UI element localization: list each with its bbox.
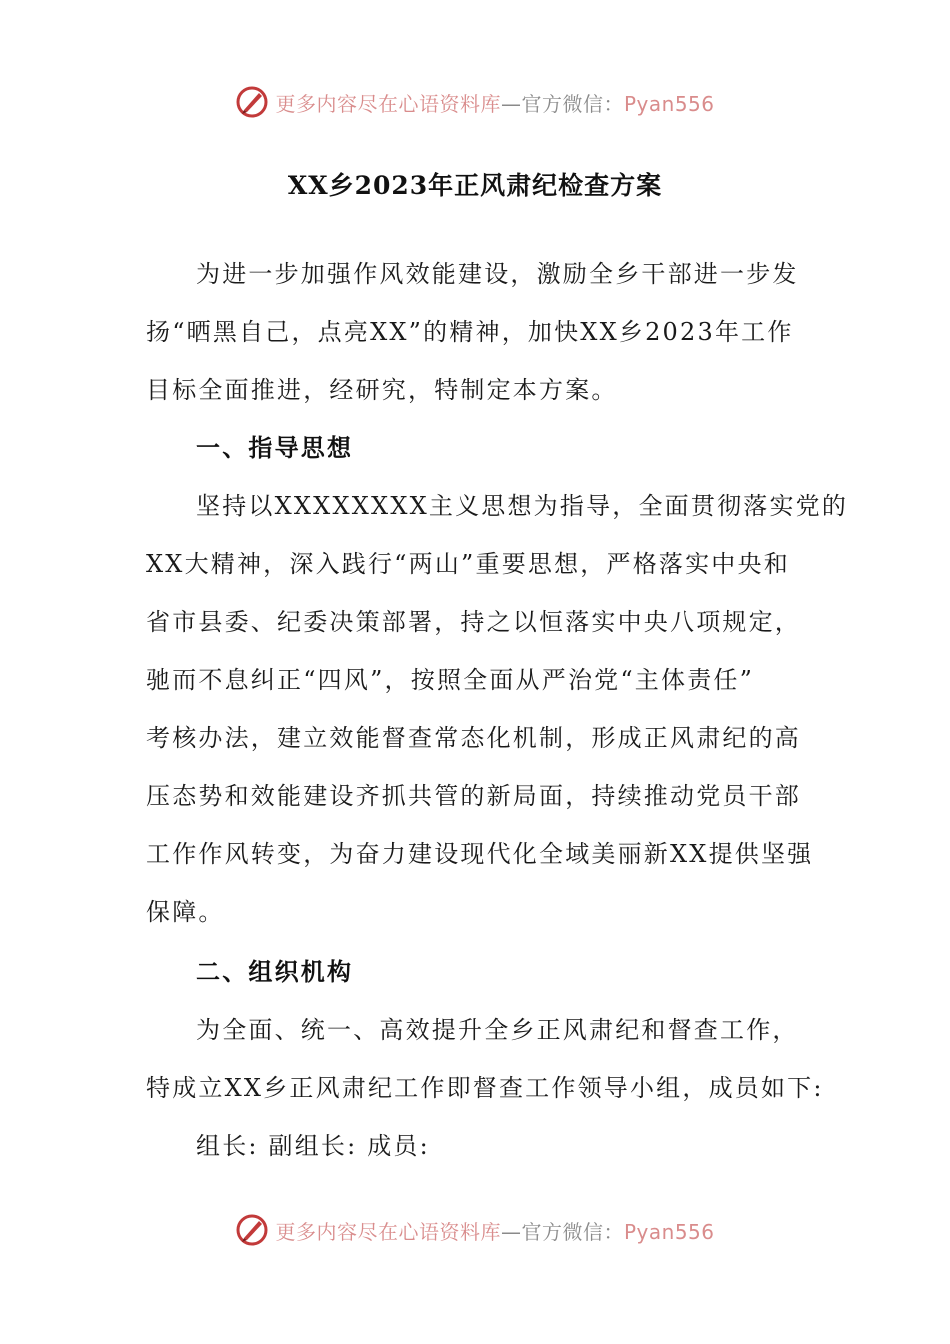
section2-roles: 组长: 副组长: 成员:: [196, 1132, 430, 1160]
section1-line-7: 工作作风转变，为奋力建设现代化全域美丽新XX提供坚强: [146, 840, 814, 868]
section1-line-8: 保障。: [146, 898, 225, 926]
section1-line-3: 省市县委、纪委决策部署，持之以恒落实中央八项规定，: [146, 608, 801, 636]
section2-line-1: 为全面、统一、高效提升全乡正风肃纪和督查工作，: [196, 1016, 799, 1044]
watermark-bottom: [0, 1210, 950, 1250]
intro-line-2: 扬“晒黑自己，点亮XX”的精神，加快XX乡2023年工作: [146, 318, 794, 346]
section-heading-organization: 二、组织机构: [196, 958, 354, 986]
section-heading-guiding-thought: 一、指导思想: [196, 434, 354, 462]
watermark-text: 更多内容尽在心语资料库—官方微信：Pyan556: [275, 91, 715, 116]
quill-pen-circle-icon: [235, 1213, 269, 1247]
intro-line-1: 为进一步加强作风效能建设，激励全乡干部进一步发: [196, 260, 799, 288]
section1-line-5: 考核办法，建立效能督查常态化机制，形成正风肃纪的高: [146, 724, 801, 752]
section1-line-1: 坚持以XXXXXXXX主义思想为指导，全面贯彻落实党的: [196, 492, 849, 520]
section1-line-2: XX大精神，深入践行“两山”重要思想，严格落实中央和: [146, 550, 790, 578]
watermark-top: [0, 82, 950, 122]
quill-pen-circle-icon: [235, 85, 269, 119]
document-title: XX乡2023年正风肃纪检查方案: [287, 171, 663, 200]
section1-line-4: 驰而不息纠正“四风”，按照全面从严治党“主体责任”: [146, 666, 755, 694]
section1-line-6: 压态势和效能建设齐抓共管的新局面，持续推动党员干部: [146, 782, 801, 810]
watermark-text: 更多内容尽在心语资料库—官方微信：Pyan556: [275, 1219, 715, 1244]
intro-line-3: 目标全面推进，经研究，特制定本方案。: [146, 376, 618, 404]
section2-line-2: 特成立XX乡正风肃纪工作即督查工作领导小组，成员如下:: [146, 1074, 824, 1102]
